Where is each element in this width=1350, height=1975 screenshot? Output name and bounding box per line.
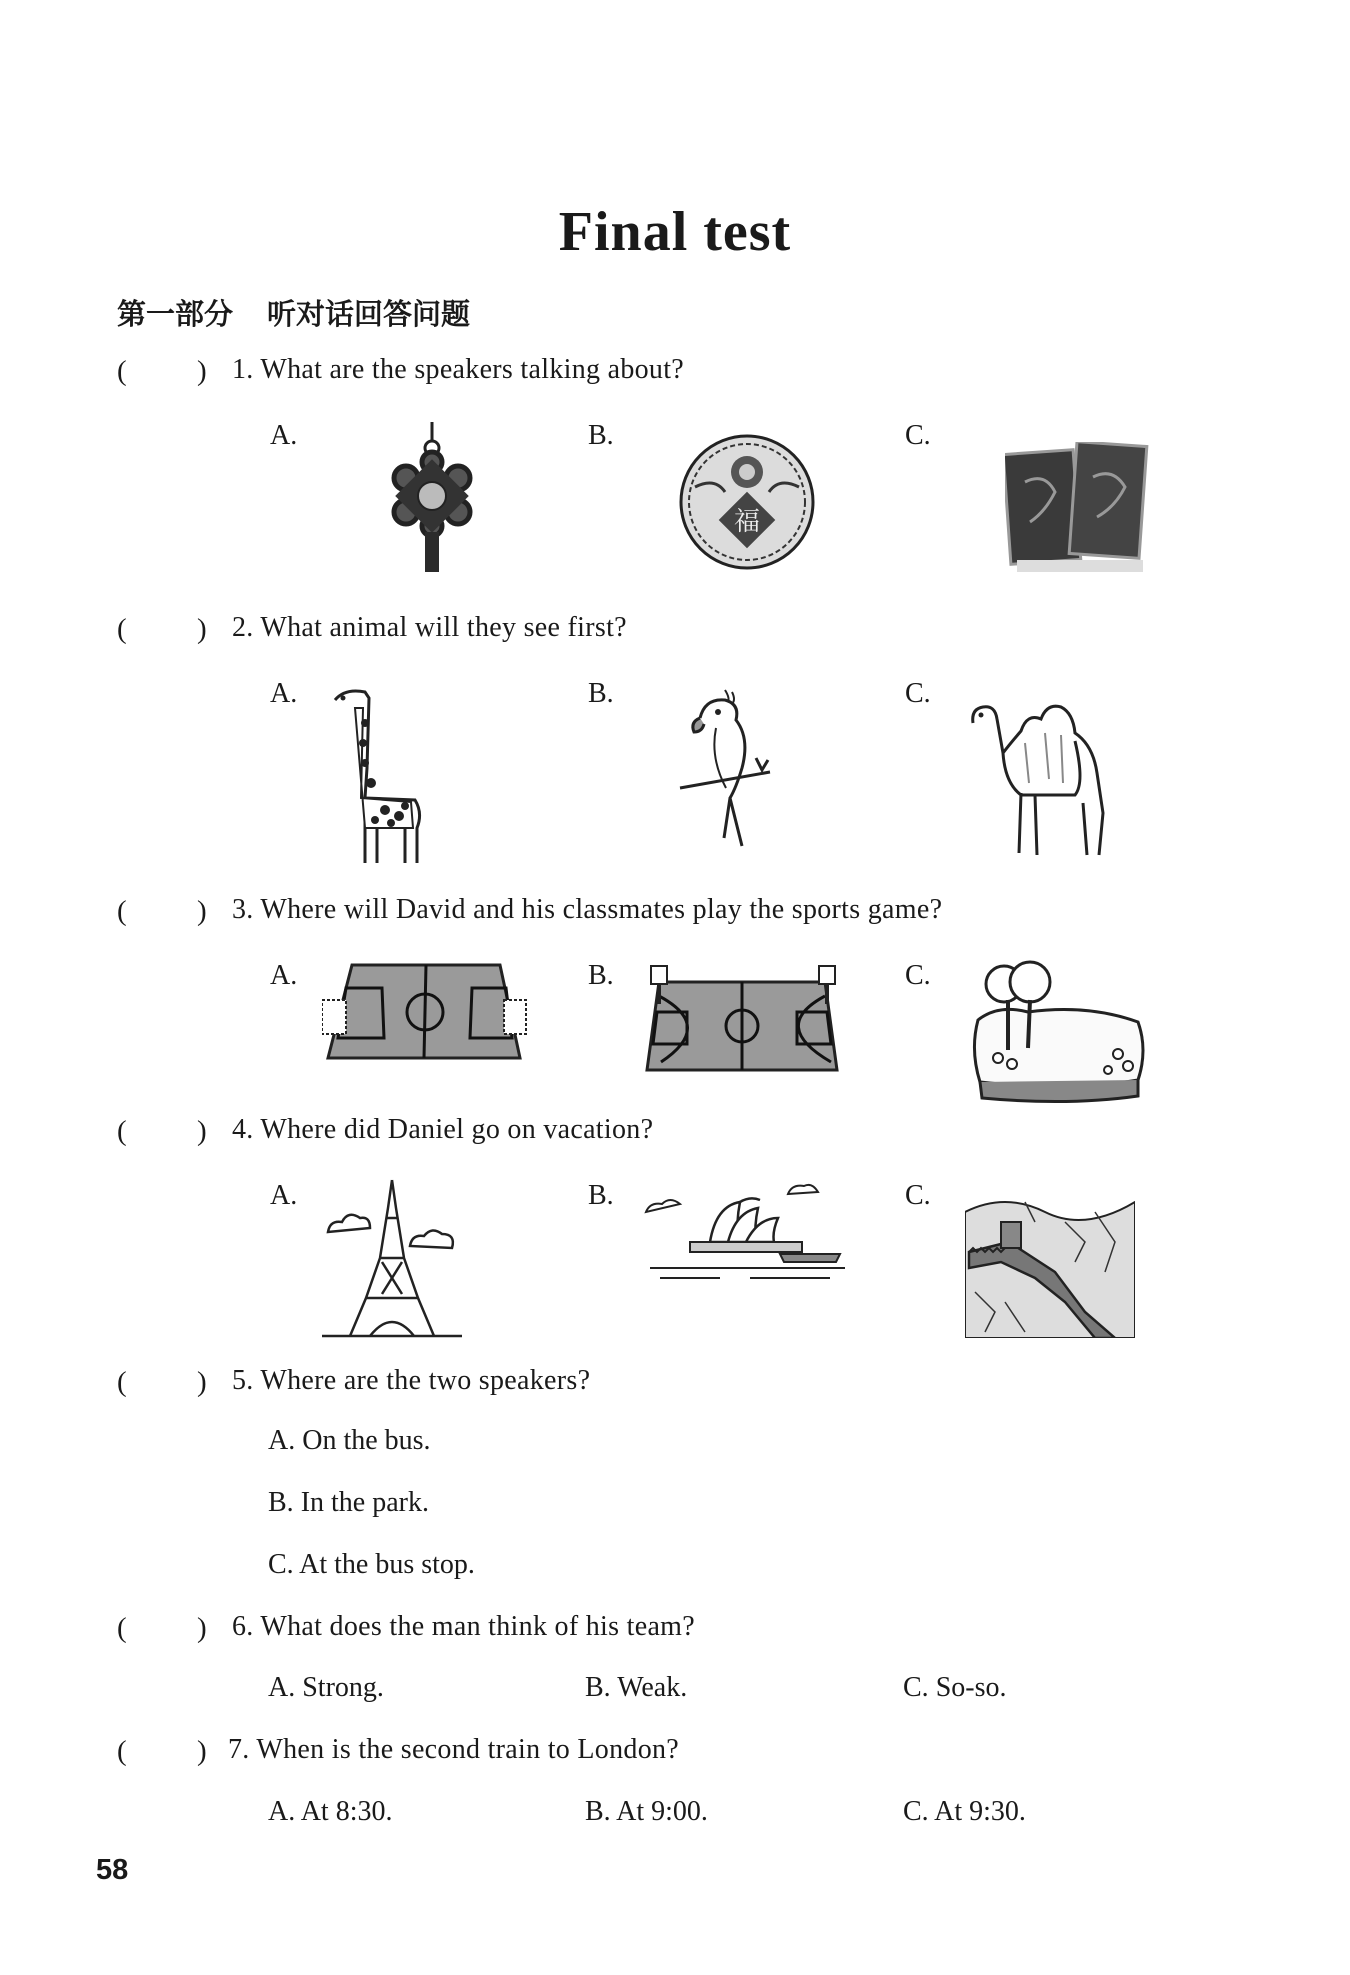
- svg-text:福: 福: [733, 507, 761, 537]
- option-letter: B.: [588, 960, 614, 991]
- option-a[interactable]: A. On the bus.: [268, 1425, 431, 1456]
- red-packets-icon: [1005, 442, 1150, 577]
- football-field-icon: [322, 960, 527, 1062]
- page-title: Final test: [558, 201, 792, 263]
- option-letter: C.: [905, 960, 931, 991]
- option-letter: A.: [270, 678, 298, 709]
- park-lawn-icon: [968, 960, 1148, 1106]
- giraffe-icon: [325, 678, 430, 868]
- question-1: 1. What are the speakers talking about?: [232, 354, 685, 385]
- question-4: 4. Where did Daniel go on vacation?: [232, 1114, 654, 1145]
- section-heading: [117, 292, 470, 333]
- option-b[interactable]: B. At 9:00.: [585, 1796, 708, 1827]
- option-c[interactable]: C. So-so.: [903, 1672, 1007, 1703]
- option-letter: A.: [270, 960, 298, 991]
- chinese-knot-icon: [376, 422, 488, 574]
- option-letter: B.: [588, 1180, 614, 1211]
- question-5: 5. Where are the two speakers?: [232, 1365, 591, 1396]
- page-number: 58: [96, 1854, 129, 1886]
- option-letter: B.: [588, 420, 614, 451]
- basketball-court-icon: [645, 962, 840, 1074]
- option-c[interactable]: C. At 9:30.: [903, 1796, 1026, 1827]
- section-name: 听对话回答问题: [267, 297, 471, 331]
- option-b[interactable]: B. Weak.: [585, 1672, 688, 1703]
- option-letter: B.: [588, 678, 614, 709]
- question-7: 7. When is the second train to London?: [228, 1734, 680, 1765]
- camel-icon: [965, 683, 1113, 863]
- option-a[interactable]: A. At 8:30.: [268, 1796, 393, 1827]
- option-b[interactable]: B. In the park.: [268, 1487, 429, 1518]
- option-letter: A.: [270, 1180, 298, 1211]
- question-6: 6. What does the man think of his team?: [232, 1611, 695, 1642]
- option-letter: A.: [270, 420, 298, 451]
- section-label: 第一部分: [117, 297, 234, 331]
- option-c[interactable]: C. At the bus stop.: [268, 1549, 475, 1580]
- option-letter: C.: [905, 678, 931, 709]
- great-wall-icon: [965, 1182, 1135, 1338]
- sydney-opera-house-icon: [640, 1182, 855, 1287]
- option-a[interactable]: A. Strong.: [268, 1672, 384, 1703]
- question-3: 3. Where will David and his classmates play the sports game?: [232, 894, 943, 925]
- question-2: 2. What animal will they see first?: [232, 612, 627, 643]
- paper-cutting-icon: [675, 432, 820, 572]
- option-letter: C.: [905, 420, 931, 451]
- parrot-icon: [670, 688, 775, 850]
- eiffel-tower-icon: [322, 1178, 462, 1340]
- option-letter: C.: [905, 1180, 931, 1211]
